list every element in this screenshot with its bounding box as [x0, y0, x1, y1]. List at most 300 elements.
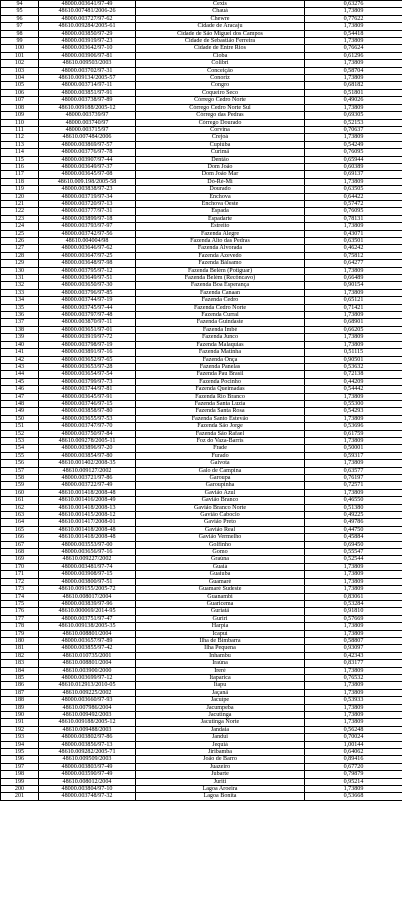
table-row — [1, 445, 402, 452]
field-name-cell: Icapuí — [136, 630, 305, 637]
field-name-cell: Ireré — [136, 667, 305, 674]
row-number-cell: 125 — [1, 230, 39, 237]
table-row — [1, 630, 402, 637]
table-row — [1, 549, 402, 556]
value-cell: 1,73809 — [305, 712, 402, 719]
field-name-cell: Cidade de Sebastião Ferreira — [136, 38, 305, 45]
value-cell: 0,55547 — [305, 549, 402, 556]
field-name-cell: Fazenda Pocinho — [136, 378, 305, 385]
field-name-cell: Jiribamba — [136, 749, 305, 756]
value-cell: 0,63505 — [305, 186, 402, 193]
row-number-cell: 100 — [1, 45, 39, 52]
table-row — [1, 252, 402, 259]
field-name-cell: Fazenda Guindaste — [136, 319, 305, 326]
field-name-cell: Gomo — [136, 549, 305, 556]
value-cell: 0,55300 — [305, 400, 402, 407]
row-number-cell: 106 — [1, 89, 39, 96]
field-name-cell: Inhambu — [136, 652, 305, 659]
table-row — [1, 104, 402, 111]
process-number-cell: 48000.003796/97-85 — [39, 289, 136, 296]
process-number-cell: 48610.009188/2005-12 — [39, 104, 136, 111]
field-name-cell: Enchova Oeste — [136, 200, 305, 207]
process-number-cell: 48610.008017/2004 — [39, 593, 136, 600]
field-name-cell: Fazenda Cedro — [136, 297, 305, 304]
field-name-cell: Jacuípe — [136, 697, 305, 704]
value-cell: 1,73809 — [305, 578, 402, 585]
field-name-cell: Juriti — [136, 778, 305, 785]
table-row — [1, 637, 402, 644]
field-name-cell: Gavião Caboclo — [136, 512, 305, 519]
table-row — [1, 60, 402, 67]
row-number-cell: 147 — [1, 393, 39, 400]
table-row — [1, 504, 402, 511]
field-name-cell: Gavião Branco Norte — [136, 504, 305, 511]
process-number-cell: 48000.003870/97-11 — [39, 319, 136, 326]
process-number-cell: 48000.003719/97-34 — [39, 193, 136, 200]
row-number-cell: 172 — [1, 578, 39, 585]
process-number-cell: 48000.003590/97-49 — [39, 771, 136, 778]
row-number-cell: 199 — [1, 778, 39, 785]
table-row — [1, 386, 402, 393]
row-number-cell: 176 — [1, 608, 39, 615]
process-number-cell: 48000.003906/97-81 — [39, 52, 136, 59]
row-number-cell: 129 — [1, 260, 39, 267]
field-name-cell: Coqueiro Seco — [136, 89, 305, 96]
table-row — [1, 556, 402, 563]
table-row — [1, 578, 402, 585]
table-row — [1, 645, 402, 652]
field-name-cell: Guaiá — [136, 563, 305, 570]
table-row — [1, 15, 402, 22]
row-number-cell: 180 — [1, 637, 39, 644]
row-number-cell: 115 — [1, 156, 39, 163]
row-number-cell: 155 — [1, 452, 39, 459]
value-cell: 0,58807 — [305, 637, 402, 644]
row-number-cell: 188 — [1, 697, 39, 704]
field-name-cell: Fazenda Canaan — [136, 289, 305, 296]
process-number-cell: 48610.009134/2005-57 — [39, 75, 136, 82]
table-row — [1, 275, 402, 282]
field-name-cell: Espada — [136, 208, 305, 215]
table-row — [1, 749, 402, 756]
process-number-cell: 48000.003647/97-25 — [39, 252, 136, 259]
field-name-cell: Conoriz — [136, 75, 305, 82]
row-number-cell: 130 — [1, 267, 39, 274]
process-number-cell: 48000.003648/97-98 — [39, 260, 136, 267]
process-number-cell: 48610.009488/2003 — [39, 726, 136, 733]
process-number-cell: 48000.003797/97-48 — [39, 312, 136, 319]
table-row — [1, 541, 402, 548]
process-number-cell: 48610.009.198/2005-58 — [39, 178, 136, 185]
process-number-cell: 48000.003800/97-51 — [39, 578, 136, 585]
table-row — [1, 289, 402, 296]
row-number-cell: 138 — [1, 326, 39, 333]
field-name-cell: Galo de Campina — [136, 467, 305, 474]
row-number-cell: 131 — [1, 275, 39, 282]
row-number-cell: 160 — [1, 489, 39, 496]
table-row — [1, 126, 402, 133]
row-number-cell: 191 — [1, 719, 39, 726]
field-name-cell: Golfinho — [136, 541, 305, 548]
table-row — [1, 756, 402, 763]
field-name-cell: Chewre — [136, 15, 305, 22]
row-number-cell: 195 — [1, 749, 39, 756]
field-name-cell: Fazenda Belém (Potiguar) — [136, 267, 305, 274]
field-name-cell: Fazenda Rio Branco — [136, 393, 305, 400]
row-number-cell: 140 — [1, 341, 39, 348]
field-name-cell: Jacumpeba — [136, 704, 305, 711]
value-cell: 0,53632 — [305, 363, 402, 370]
process-number-cell: 48000.003799/97-73 — [39, 378, 136, 385]
table-row — [1, 141, 402, 148]
table-row — [1, 430, 402, 437]
table-row — [1, 697, 402, 704]
table-row — [1, 526, 402, 533]
row-number-cell: 185 — [1, 674, 39, 681]
row-number-cell: 200 — [1, 786, 39, 793]
value-cell: 0,57669 — [305, 615, 402, 622]
row-number-cell: 111 — [1, 126, 39, 133]
field-name-cell: Dom João — [136, 163, 305, 170]
row-number-cell: 149 — [1, 408, 39, 415]
process-number-cell: 48000.003776/97-78 — [39, 149, 136, 156]
field-name-cell: Córrego Cedro Norte — [136, 97, 305, 104]
value-cell: 0,71421 — [305, 304, 402, 311]
table-row — [1, 215, 402, 222]
row-number-cell: 169 — [1, 556, 39, 563]
table-row — [1, 712, 402, 719]
value-cell: 0,70024 — [305, 734, 402, 741]
row-number-cell: 182 — [1, 652, 39, 659]
table-row — [1, 408, 402, 415]
process-number-cell: 48000.003722/97-49 — [39, 482, 136, 489]
field-name-cell: Espadarte — [136, 215, 305, 222]
field-name-cell: Fazenda Malaquias — [136, 341, 305, 348]
row-number-cell: 119 — [1, 186, 39, 193]
row-number-cell: 137 — [1, 319, 39, 326]
value-cell: 1,73809 — [305, 563, 402, 570]
field-name-cell: Fazenda Belém (Recôncavo) — [136, 275, 305, 282]
process-number-cell: 48000.003919/97-72 — [39, 334, 136, 341]
value-cell: 0,54442 — [305, 386, 402, 393]
field-name-cell: Fazenda São Jorge — [136, 423, 305, 430]
table-row — [1, 378, 402, 385]
field-name-cell: Fazenda São Rafael — [136, 430, 305, 437]
table-row — [1, 482, 402, 489]
table-row — [1, 67, 402, 74]
value-cell: 1,73809 — [305, 178, 402, 185]
row-number-cell: 198 — [1, 771, 39, 778]
value-cell: 0,65944 — [305, 156, 402, 163]
table-row — [1, 82, 402, 89]
value-cell: 1,73809 — [305, 623, 402, 630]
value-cell: 1,73809 — [305, 719, 402, 726]
table-row — [1, 341, 402, 348]
field-name-cell: João de Barro — [136, 756, 305, 763]
process-number-cell: 48610.009227/2002 — [39, 556, 136, 563]
field-name-cell: Fazenda Alegre — [136, 230, 305, 237]
process-number-cell: 48610.009138/2005-35 — [39, 623, 136, 630]
row-number-cell: 110 — [1, 119, 39, 126]
field-name-cell: Cexis — [136, 1, 305, 8]
table-row — [1, 726, 402, 733]
value-cell: 0,64062 — [305, 749, 402, 756]
value-cell: 0,59317 — [305, 452, 402, 459]
value-cell: 1,73809 — [305, 23, 402, 30]
process-number-cell: 48610.010735/2001 — [39, 652, 136, 659]
table-row — [1, 8, 402, 15]
value-cell: 0,77622 — [305, 15, 402, 22]
value-cell: 1,73809 — [305, 75, 402, 82]
table-row — [1, 778, 402, 785]
value-cell: 0,68901 — [305, 319, 402, 326]
value-cell: 0,61759 — [305, 430, 402, 437]
field-name-cell: Estreito — [136, 223, 305, 230]
row-number-cell: 132 — [1, 282, 39, 289]
value-cell: 1,73809 — [305, 415, 402, 422]
value-cell: 0,54418 — [305, 30, 402, 37]
row-number-cell: 116 — [1, 163, 39, 170]
field-name-cell: Fazenda Santa Rosa — [136, 408, 305, 415]
value-cell: 0,76095 — [305, 208, 402, 215]
row-number-cell: 159 — [1, 482, 39, 489]
table-row — [1, 437, 402, 444]
value-cell: 0,69450 — [305, 541, 402, 548]
value-cell: 0,90501 — [305, 356, 402, 363]
value-cell: 0,93097 — [305, 645, 402, 652]
process-number-cell: 48000.003798/97-19 — [39, 341, 136, 348]
table-row — [1, 282, 402, 289]
row-number-cell: 171 — [1, 571, 39, 578]
row-number-cell: 126 — [1, 238, 39, 245]
row-number-cell: 184 — [1, 667, 39, 674]
process-number-cell: 48000.003645/97-91 — [39, 393, 136, 400]
value-cell: 0,78131 — [305, 215, 402, 222]
table-row — [1, 400, 402, 407]
process-number-cell: 48000.003721/97-86 — [39, 475, 136, 482]
row-number-cell: 197 — [1, 763, 39, 770]
process-number-cell: 48000.003655/97-53 — [39, 415, 136, 422]
field-name-cell: Fazenda Junco — [136, 334, 305, 341]
value-cell: 0,44750 — [305, 526, 402, 533]
table-row — [1, 593, 402, 600]
process-number-cell: 48000.003748/97-32 — [39, 793, 136, 800]
value-cell: 1,73809 — [305, 393, 402, 400]
row-number-cell: 181 — [1, 645, 39, 652]
value-cell: 1,73809 — [305, 489, 402, 496]
process-number-cell: 48000.003899/97-18 — [39, 215, 136, 222]
row-number-cell: 158 — [1, 475, 39, 482]
process-number-cell: 48610.001417/2008-01 — [39, 519, 136, 526]
process-number-cell: 48000.003795/97-12 — [39, 267, 136, 274]
field-name-cell: Cidade de Entre Rios — [136, 45, 305, 52]
table-row — [1, 349, 402, 356]
row-number-cell: 113 — [1, 141, 39, 148]
table-row — [1, 363, 402, 370]
row-number-cell: 161 — [1, 497, 39, 504]
value-cell: 0,52544 — [305, 556, 402, 563]
field-name-cell: Fazenda Queimadas — [136, 386, 305, 393]
row-number-cell: 162 — [1, 504, 39, 511]
table-row — [1, 238, 402, 245]
value-cell: 0,45884 — [305, 534, 402, 541]
process-number-cell: 48000.003714/97-11 — [39, 82, 136, 89]
value-cell: 0,44209 — [305, 378, 402, 385]
row-number-cell: 124 — [1, 223, 39, 230]
process-number-cell: 48000.003650/97-30 — [39, 282, 136, 289]
table-row — [1, 134, 402, 141]
row-number-cell: 151 — [1, 423, 39, 430]
field-name-cell: Fazenda Alto das Pedras — [136, 238, 305, 245]
table-row — [1, 734, 402, 741]
value-cell: 0,66205 — [305, 326, 402, 333]
value-cell: 0,72571 — [305, 482, 402, 489]
field-name-cell: Cidade de Aracaju — [136, 23, 305, 30]
table-row — [1, 393, 402, 400]
row-number-cell: 142 — [1, 356, 39, 363]
value-cell: 0,43071 — [305, 230, 402, 237]
table-row — [1, 186, 402, 193]
row-number-cell: 108 — [1, 104, 39, 111]
table-row — [1, 600, 402, 607]
field-name-cell: Fazenda Alvorada — [136, 245, 305, 252]
value-cell: 0,64277 — [305, 260, 402, 267]
process-number-cell: 48610.004004/98 — [39, 238, 136, 245]
value-cell: 0,58704 — [305, 67, 402, 74]
process-number-cell: 48000.003751/97-47 — [39, 615, 136, 622]
value-cell: 0,65121 — [305, 297, 402, 304]
table-row — [1, 267, 402, 274]
row-number-cell: 154 — [1, 445, 39, 452]
process-number-cell: 48000.003793/97-97 — [39, 223, 136, 230]
process-number-cell: 48000.003738/97-89 — [39, 97, 136, 104]
row-number-cell: 168 — [1, 549, 39, 556]
process-number-cell: 48000.003727/97-62 — [39, 15, 136, 22]
process-number-cell: 48000.003839/97-96 — [39, 600, 136, 607]
table-row — [1, 423, 402, 430]
process-number-cell: 48610.008012/2004 — [39, 778, 136, 785]
row-number-cell: 175 — [1, 600, 39, 607]
table-row — [1, 223, 402, 230]
process-number-cell: 48000.003654/97-54 — [39, 371, 136, 378]
value-cell: 0,63501 — [305, 238, 402, 245]
row-number-cell: 94 — [1, 1, 39, 8]
field-name-cell: Guamaré Sudeste — [136, 586, 305, 593]
row-number-cell: 187 — [1, 689, 39, 696]
value-cell: 0,53696 — [305, 423, 402, 430]
process-number-cell: 48000.003651/97-01 — [39, 326, 136, 333]
row-number-cell: 145 — [1, 378, 39, 385]
process-number-cell: 48610.007481/2006-26 — [39, 8, 136, 15]
value-cell: 0,63276 — [305, 1, 402, 8]
field-name-cell: Córrego Dourado — [136, 119, 305, 126]
field-name-cell: Crejoá — [136, 134, 305, 141]
field-name-cell: Furado — [136, 452, 305, 459]
table-row — [1, 356, 402, 363]
field-name-cell: Dentão — [136, 156, 305, 163]
value-cell: 1,73809 — [305, 586, 402, 593]
table-row — [1, 534, 402, 541]
field-name-cell: Gavião Preto — [136, 519, 305, 526]
field-name-cell: Guamaré — [136, 578, 305, 585]
table-row — [1, 23, 402, 30]
value-cell: 0,60389 — [305, 163, 402, 170]
row-number-cell: 194 — [1, 741, 39, 748]
table-row — [1, 297, 402, 304]
process-number-cell: 48000.003653/97-28 — [39, 363, 136, 370]
value-cell: 0,54249 — [305, 141, 402, 148]
value-cell: 0,61296 — [305, 52, 402, 59]
row-number-cell: 196 — [1, 756, 39, 763]
value-cell: 1,73809 — [305, 682, 402, 689]
process-number-cell: 48000.003702/97-31 — [39, 67, 136, 74]
table-row — [1, 771, 402, 778]
field-name-cell: Jequiá — [136, 741, 305, 748]
field-name-cell: Corvina — [136, 126, 305, 133]
field-name-cell: Itapu — [136, 682, 305, 689]
row-number-cell: 135 — [1, 304, 39, 311]
field-name-cell: Curimã — [136, 149, 305, 156]
table-row — [1, 1, 402, 8]
table-row — [1, 163, 402, 170]
field-name-cell: Gavião Branco — [136, 497, 305, 504]
field-name-cell: Gavião Azul — [136, 489, 305, 496]
row-number-cell: 114 — [1, 149, 39, 156]
table-row — [1, 371, 402, 378]
table-row — [1, 45, 402, 52]
row-number-cell: 98 — [1, 30, 39, 37]
value-cell: 1,73809 — [305, 571, 402, 578]
row-number-cell: 167 — [1, 541, 39, 548]
row-number-cell: 134 — [1, 297, 39, 304]
value-cell: 0,66489 — [305, 275, 402, 282]
table-row — [1, 674, 402, 681]
value-cell: 0,76095 — [305, 149, 402, 156]
value-cell: 1,73809 — [305, 104, 402, 111]
field-name-cell: Cioba — [136, 52, 305, 59]
process-number-cell: 48610.000069/2014-95 — [39, 608, 136, 615]
value-cell: 0,46550 — [305, 497, 402, 504]
value-cell: 0,51380 — [305, 504, 402, 511]
table-row — [1, 786, 402, 793]
field-name-cell: Fazenda Santa Luzia — [136, 400, 305, 407]
process-number-cell: 48000.003744/97-81 — [39, 386, 136, 393]
table-row — [1, 319, 402, 326]
field-name-cell: Jandui — [136, 734, 305, 741]
value-cell: 0,49786 — [305, 519, 402, 526]
process-number-cell: 48000.003642/97-10 — [39, 45, 136, 52]
value-cell: 0,69305 — [305, 112, 402, 119]
value-cell: 0,56248 — [305, 726, 402, 733]
value-cell: 1,73809 — [305, 667, 402, 674]
field-name-cell: Colibri — [136, 60, 305, 67]
row-number-cell: 96 — [1, 15, 39, 22]
value-cell: 0,83177 — [305, 660, 402, 667]
table-row — [1, 312, 402, 319]
table-row — [1, 667, 402, 674]
value-cell: 0,49225 — [305, 512, 402, 519]
row-number-cell: 102 — [1, 60, 39, 67]
field-name-cell: Guaiuba — [136, 571, 305, 578]
value-cell: 1,73809 — [305, 289, 402, 296]
value-cell: 0,54293 — [305, 408, 402, 415]
row-number-cell: 139 — [1, 334, 39, 341]
table-row — [1, 571, 402, 578]
process-number-cell: 48000.003739/97 — [39, 112, 136, 119]
process-number-cell: 48000.003907/97-44 — [39, 156, 136, 163]
value-cell: 1,73809 — [305, 460, 402, 467]
row-number-cell: 164 — [1, 519, 39, 526]
